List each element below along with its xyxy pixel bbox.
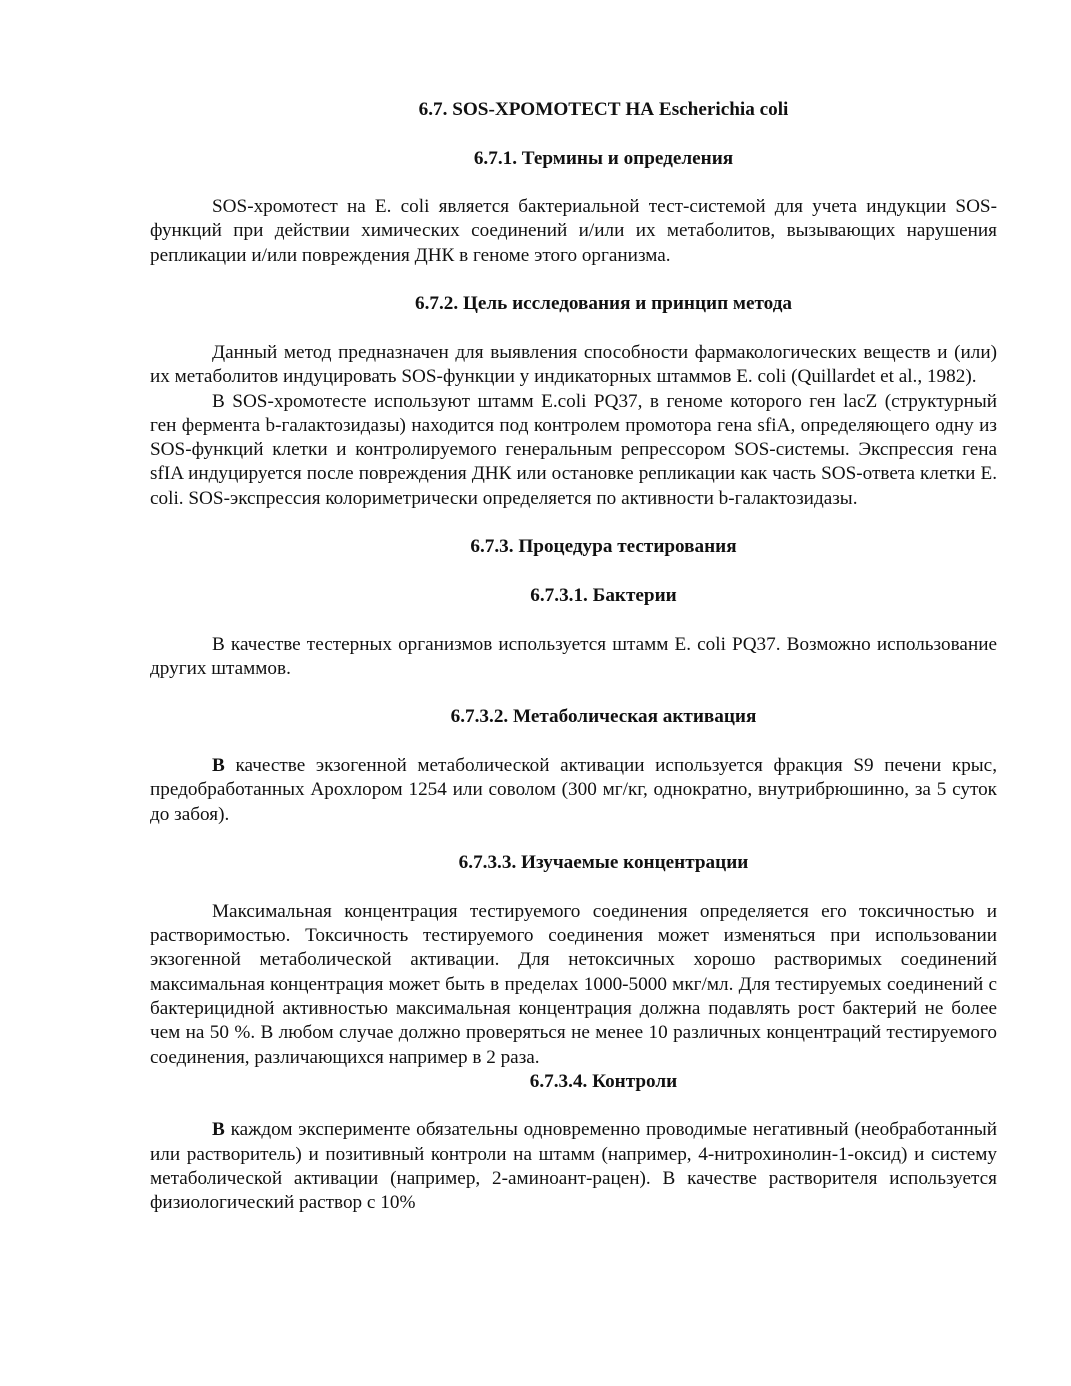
- subsection-heading-metabolic-activation: 6.7.3.2. Метаболическая активация: [450, 706, 757, 728]
- spacer: [150, 608, 997, 632]
- spacer: [150, 1094, 997, 1118]
- paragraph-text: каждом эксперименте обязательны одновременно проводимые негативный (необработанный или растворитель) и позитивный контроли на штамм (например, 4-нитрохинолин-1-оксид) и систему метаболической активации (например, 2-аминоант-рацен). В качестве растворителя используется физиологический раствор с 10%: [150, 1119, 997, 1214]
- spacer: [150, 317, 997, 341]
- paragraph-terms: SOS-хромотест на E. coli является бактериальной тест-системой для учета индукции SOS-функций при действии химических соединений и/или их метаболитов, вызывающих нарушения репликации и/или повреждения ДНК в геноме этого организма.: [150, 196, 997, 266]
- subsection-heading-concentrations: 6.7.3.3. Изучаемые концентрации: [458, 852, 749, 874]
- paragraph-text: качестве экзогенной метаболической активации используется фракция S9 печени крыс, предобработанных Арохлором 1254 или соволом (300 мг/кг, однократно, внутрибрюшинно, за 5 суток до забоя).: [150, 755, 997, 825]
- paragraph-concentrations: Максимальная концентрация тестируемого соединения определяется его токсичностью и растворимостью. Токсичность тестируемого соединения может изменяться при использовании экзогенной метаболической активации. Для нетоксичных хорошо растворимых соединений максимальная концентрация может быть в пределах 1000-5000 мкг/мл. Для тестируемых соединений с бактерицидной активностью максимальная концентрация должна подавлять рост бактерий не более чем на 50 %. В любом случае должно проверяться не менее 10 различных концентраций тестируемого соединения, различающихся например в 2 раза.: [150, 900, 997, 1068]
- section-heading-procedure: 6.7.3. Процедура тестирования: [470, 536, 737, 558]
- paragraph-controls: [150, 1118, 997, 1215]
- section-heading-terms: 6.7.1. Термины и определения: [473, 147, 734, 169]
- spacer: [150, 268, 997, 292]
- spacer: [150, 827, 997, 851]
- paragraph-bacteria: В качестве тестерных организмов используется штамм E. coli PQ37. Возможно использование других штаммов.: [150, 633, 997, 679]
- paragraph-lead-letter: В: [212, 755, 225, 777]
- subsection-heading-bacteria: 6.7.3.1. Бактерии: [530, 584, 677, 606]
- paragraph-purpose-1: Данный метод предназначен для выявления способности фармакологических веществ и (или) их метаболитов индуцировать SOS-функции у индикаторных штаммов E. coli (Quillardet et al., 1982).: [150, 341, 997, 388]
- section-heading-purpose: 6.7.2. Цель исследования и принцип метода: [414, 293, 793, 315]
- spacer: [150, 171, 997, 195]
- document-page: [150, 98, 997, 1216]
- spacer: [150, 511, 997, 535]
- paragraph-lead-letter: В: [212, 1119, 225, 1141]
- document-title: 6.7. SOS-ХРОМОТЕСТ НА Escherichia coli: [418, 99, 789, 120]
- paragraph-purpose-2: В SOS-хромотесте используют штамм E.coli PQ37, в геноме которого ген lacZ (структурный ген фермента b-галактозидазы) находится под контролем промотора гена sfiA, определяющего одну из SOS-функций клетки и контролируемого генеральным репрессором SOS-системы. Экспрессия гена sfIA индуцируется после повреждения ДНК или остановке репликации как часть SOS-ответа клетки E. coli. SOS-экспрессия колориметрически определяется по активности b-галактозидазы.: [150, 390, 997, 509]
- paragraph-metabolic-activation: [150, 754, 997, 827]
- spacer: [150, 730, 997, 754]
- spacer: [150, 876, 997, 900]
- spacer: [150, 122, 997, 146]
- subsection-heading-controls: 6.7.3.4. Контроли: [529, 1070, 678, 1092]
- spacer: [150, 560, 997, 584]
- spacer: [150, 681, 997, 705]
